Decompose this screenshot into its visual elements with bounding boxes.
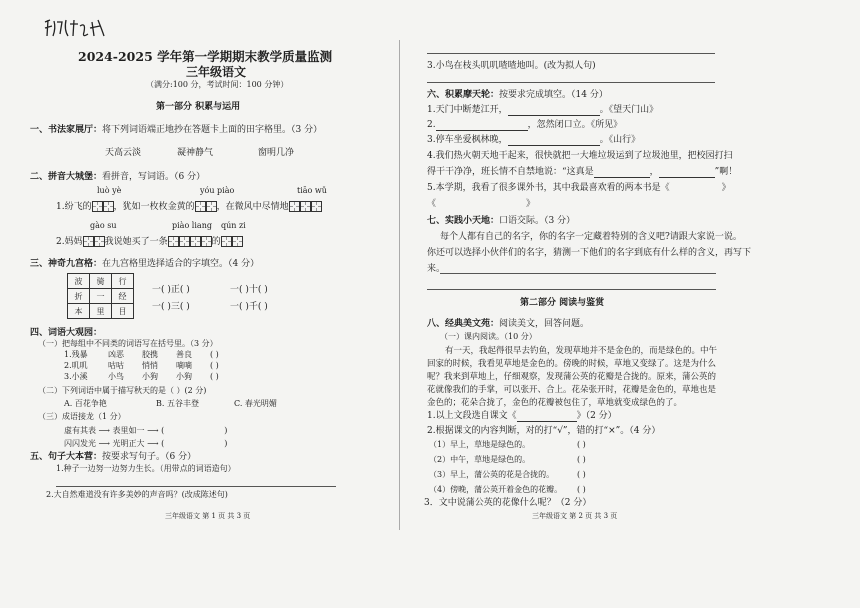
q4-chain-2 xyxy=(64,439,227,449)
tian-box[interactable] xyxy=(190,236,201,247)
grid-cell: 目 xyxy=(112,304,134,319)
q4-group-3 xyxy=(64,372,219,382)
tian-box[interactable] xyxy=(179,236,190,247)
word: 小鸟 xyxy=(108,372,124,381)
item-text: 《 xyxy=(427,199,437,209)
q1-word-3: 窗明几净 xyxy=(258,148,295,158)
page-divider xyxy=(399,40,400,530)
pinyin-5: piào liang xyxy=(172,221,212,230)
q3-head: 三、神奇九宫格： xyxy=(30,259,103,269)
q4-group-2 xyxy=(64,361,219,371)
chain-text: 虚有其表 ⟶ 表里如一 ⟶ ( xyxy=(64,426,165,435)
poem-text: 2. xyxy=(427,120,436,130)
q3-text: 在九宫格里选择适合的字填空。（4 分） xyxy=(102,259,260,269)
word: 善良 xyxy=(176,350,192,359)
q8-text: 阅读美文，回答问题。 xyxy=(499,319,590,329)
option-a[interactable]: A. 百花争艳 xyxy=(64,399,107,408)
poem-source: 。《山行》 xyxy=(599,135,641,145)
q2-sentence-1 xyxy=(56,201,322,213)
poem-source: 。《望天门山》 xyxy=(599,105,659,115)
grid-cell: 经 xyxy=(112,289,134,304)
judge-4 xyxy=(429,485,586,495)
pinyin-3: tiāo wǔ xyxy=(297,186,327,195)
q6-poem-1 xyxy=(427,104,658,116)
item-text: 》 xyxy=(721,183,731,193)
grid-cell: 折 xyxy=(68,289,90,304)
item-text: ”啊！ xyxy=(714,167,738,177)
q7-line xyxy=(427,215,575,227)
judge-text: （3）早上，蒲公英的花是合拢的。 xyxy=(429,470,555,479)
q6-line xyxy=(427,89,608,101)
q2-line xyxy=(30,171,205,183)
q8-line xyxy=(427,318,589,330)
tian-box[interactable] xyxy=(311,201,322,212)
question-text: 》（2 分） xyxy=(576,411,617,421)
grid-cell: 本 xyxy=(68,304,90,319)
poem-text: 1.天门中断楚江开， xyxy=(427,105,508,115)
q6-head: 六、积累摩天轮： xyxy=(427,90,500,100)
tian-box[interactable] xyxy=(206,201,217,212)
signature-scribble xyxy=(42,16,108,40)
word: 咕咕 xyxy=(108,361,124,370)
q5-sentence-1: 1.种子一边努一边努力生长。（用带点的词语造句） xyxy=(56,464,236,473)
answer-line[interactable] xyxy=(427,53,715,54)
q5-text: 按要求写句子。（6 分） xyxy=(102,452,197,462)
grid-cell: 骑 xyxy=(90,274,112,289)
exam-subtitle: 三年级语文 xyxy=(186,65,247,79)
part2-heading: 第二部分 阅读与鉴赏 xyxy=(520,298,605,308)
poem-source: ，忽然闭口立。《所见》 xyxy=(527,120,623,130)
fill-blank[interactable] xyxy=(436,120,528,131)
page-2-footer: 三年级语文 第 2 页 共 3 页 xyxy=(532,512,618,520)
q8-sub: （一）课内阅读。（10 分） xyxy=(440,332,537,341)
q8-question-1 xyxy=(427,410,617,422)
judge-3 xyxy=(429,470,586,480)
q8-question-3: 3．文中说蒲公英的花像什么呢？（2 分） xyxy=(424,498,592,508)
answer-parens[interactable]: ( ) xyxy=(210,372,219,381)
option-c[interactable]: C. 春光明媚 xyxy=(234,399,277,408)
q4-sub-2: （二）下列词语中属于描写秋天的是（ ）(2 分) xyxy=(38,386,207,395)
tian-box[interactable] xyxy=(232,236,243,247)
pinyin-4: gào su xyxy=(90,221,117,230)
word: 胶携 xyxy=(142,350,158,359)
grid-cell: 里 xyxy=(90,304,112,319)
grid-cell: 波 xyxy=(68,274,90,289)
q1-word-2: 凝神静气 xyxy=(177,148,214,158)
q2-s1-b: ，犹如一枚枚金黄的 xyxy=(113,202,195,212)
q6-item-4: 4.我们热火朝天地干起来，很快就把一大堆垃圾运到了垃圾池里，把校园打扫 xyxy=(427,151,733,161)
exam-meta: （满分:100 分，考试时间：100 分钟） xyxy=(146,80,289,89)
answer-parens[interactable]: ( ) xyxy=(210,361,219,370)
q8-question-2: 2.根据课文的内容判断，对的打“√”，错的打“×”。（4 分） xyxy=(427,426,661,436)
word: 嘀嘀 xyxy=(176,361,192,370)
judge-text: （2）中午，草地是绿色的。 xyxy=(429,455,531,464)
judge-1 xyxy=(429,440,586,450)
grid-cell: 一 xyxy=(90,289,112,304)
p2-sentence-3: 3.小鸟在枝头叽叽喳喳地叫。(改为拟人句) xyxy=(427,61,596,71)
judge-answer[interactable]: ( ) xyxy=(577,470,586,479)
chain-close: ) xyxy=(224,426,228,435)
tian-box[interactable] xyxy=(195,201,206,212)
word: 1.残暴 xyxy=(64,350,88,359)
word: 凶恶 xyxy=(108,350,124,359)
q5-line xyxy=(30,451,196,463)
judge-answer[interactable]: ( ) xyxy=(577,455,586,464)
q2-head: 二、拼音大城堡： xyxy=(30,172,103,182)
chain-text: 闪闪发光 ⟶ 光明正大 ⟶ ( xyxy=(64,439,165,448)
q6-poem-3 xyxy=(427,134,640,146)
q3-blank-2[interactable]: 一( )十( ) xyxy=(230,285,268,295)
q4-sub-1: （一）把每组中不同类的词语写在括号里。（3 分） xyxy=(38,339,218,348)
q2-s1-a: 1.纷飞的 xyxy=(56,202,92,212)
q2-sentence-2 xyxy=(56,236,243,248)
tian-box[interactable] xyxy=(201,236,212,247)
q1-word-1: 天高云淡 xyxy=(105,148,142,158)
chain-close: ) xyxy=(224,439,228,448)
page-1-footer: 三年级语文 第 1 页 共 3 页 xyxy=(165,512,251,520)
tian-box[interactable] xyxy=(103,201,114,212)
item-text: 得干干净净，班长情不自禁地说：“这真是 xyxy=(427,167,594,177)
q3-line xyxy=(30,258,259,270)
q3-blank-1[interactable]: 一( )正( ) xyxy=(152,285,190,295)
fill-blank[interactable] xyxy=(508,105,600,116)
q2-s1-c: ，在微风中尽情地 xyxy=(216,202,289,212)
fill-blank[interactable] xyxy=(594,167,650,178)
word: 小狗 xyxy=(142,372,158,381)
q4-group-1 xyxy=(64,350,219,360)
pinyin-2: yóu piào xyxy=(200,186,235,195)
q3-blank-3[interactable]: 一( )三( ) xyxy=(152,302,190,312)
word: 小狗 xyxy=(176,372,192,381)
q6-item-5b xyxy=(427,198,535,210)
q5-sentence-2: 2.大自然难道没有许多美妙的声音吗？(改成陈述句) xyxy=(46,490,228,499)
judge-text: （4）傍晚，蒲公英开着金色的花瓣。 xyxy=(429,485,563,494)
judge-answer[interactable]: ( ) xyxy=(577,440,586,449)
tian-box[interactable] xyxy=(289,201,300,212)
answer-line[interactable] xyxy=(440,273,716,274)
q6-text: 按要求完成填空。（14 分） xyxy=(499,90,608,100)
handwritten-signature xyxy=(42,16,108,44)
judge-text: （1）早上，草地是绿色的。 xyxy=(429,440,531,449)
q7-text: 口语交际。（3 分） xyxy=(499,216,576,226)
q6-item-5 xyxy=(427,182,731,194)
tian-box[interactable] xyxy=(94,236,105,247)
q4-options xyxy=(64,399,277,409)
item-text: 》 xyxy=(526,199,536,209)
question-text: 1.以上文段选自课文《 xyxy=(427,411,517,421)
q2-s2-a: 2.妈妈 xyxy=(56,237,83,247)
q2-s2-c: 的 xyxy=(211,237,221,247)
grid-cell: 行 xyxy=(112,274,134,289)
q5-head: 五、句子大本营： xyxy=(30,452,103,462)
word: 悄悄 xyxy=(142,361,158,370)
q6-item-4b: 得干干净净，班长情不自禁地说：“这真是 ， ”啊！ xyxy=(427,167,738,177)
exam-title: 2024-2025 学年第一学期期末教学质量监测 xyxy=(78,49,333,64)
fill-blank[interactable] xyxy=(659,167,715,178)
q4-chain-1 xyxy=(64,426,227,436)
tian-box[interactable] xyxy=(300,201,311,212)
q6-poem-2 xyxy=(427,119,622,131)
fill-blank[interactable] xyxy=(508,135,600,146)
tian-box[interactable] xyxy=(83,236,94,247)
q2-text: 看拼音，写词语。（6 分） xyxy=(102,172,206,182)
q7-para-2: 你还可以选择小伙伴们的名字，猜测一下他们的名字到底有什么样的含义，再写下 xyxy=(427,248,752,258)
poem-text: 3.停车坐爱枫林晚， xyxy=(427,135,508,145)
option-b[interactable]: B. 五谷丰登 xyxy=(156,399,199,408)
item-text: 5.本学期，我看了很多课外书，其中我最喜欢看的两本书是《 xyxy=(427,183,670,193)
part1-heading: 第一部分 积累与运用 xyxy=(156,102,241,112)
q3-blank-4[interactable]: 一( )千( ) xyxy=(230,302,268,312)
pinyin-6: qún zi xyxy=(221,221,246,230)
answer-line[interactable] xyxy=(427,82,715,83)
q8-head: 八、经典美文苑： xyxy=(427,319,500,329)
judge-2 xyxy=(429,455,586,465)
pinyin-1: luò yè xyxy=(97,186,122,195)
tian-box[interactable] xyxy=(92,201,103,212)
answer-line[interactable] xyxy=(427,289,716,290)
reading-passage: 有一天，我起得很早去钓鱼，发现草地并不是金色的，而是绿色的。中午回家的时候，我看见草地是金色的。傍晚的时候，草地又变绿了。这是为什么呢？我来到草地上，仔细观察，发现蒲公英的花瓣是合拢的。原来，蒲公英的花就像我们的手掌，可以张开、合上。花朵张开时，花瓣是金色的，草地也是金色的；花朵合拢了，金色的花瓣被包住了，草地就变成绿色的了。 xyxy=(427,346,718,408)
q7-para-3: 来。 xyxy=(427,264,446,274)
q4-head: 四、词语大观园： xyxy=(30,328,103,338)
tian-box[interactable] xyxy=(221,236,232,247)
word: 2.叽叽 xyxy=(64,361,88,370)
answer-line[interactable] xyxy=(56,486,336,487)
q7-head: 七、实践小天地： xyxy=(427,216,500,226)
q2-s2-b: 我说她买了一条 xyxy=(104,237,168,247)
q7-para-1: 每个人都有自己的名字，你的名字一定藏着特别的含义吧?请跟大家说一说。 xyxy=(440,232,742,242)
judge-answer[interactable]: ( ) xyxy=(577,485,586,494)
q4-sub-3: （三）成语接龙（1 分） xyxy=(38,412,126,421)
word: 3.小溪 xyxy=(64,372,88,381)
q1-line xyxy=(30,124,322,136)
q1-text: 将下列词语端正地抄在答题卡上面的田字格里。（3 分） xyxy=(102,125,323,135)
tian-box[interactable] xyxy=(168,236,179,247)
fill-blank[interactable] xyxy=(517,411,577,422)
nine-grid xyxy=(67,273,134,319)
answer-parens[interactable]: ( ) xyxy=(210,350,219,359)
q1-head: 一、书法家展厅： xyxy=(30,125,103,135)
